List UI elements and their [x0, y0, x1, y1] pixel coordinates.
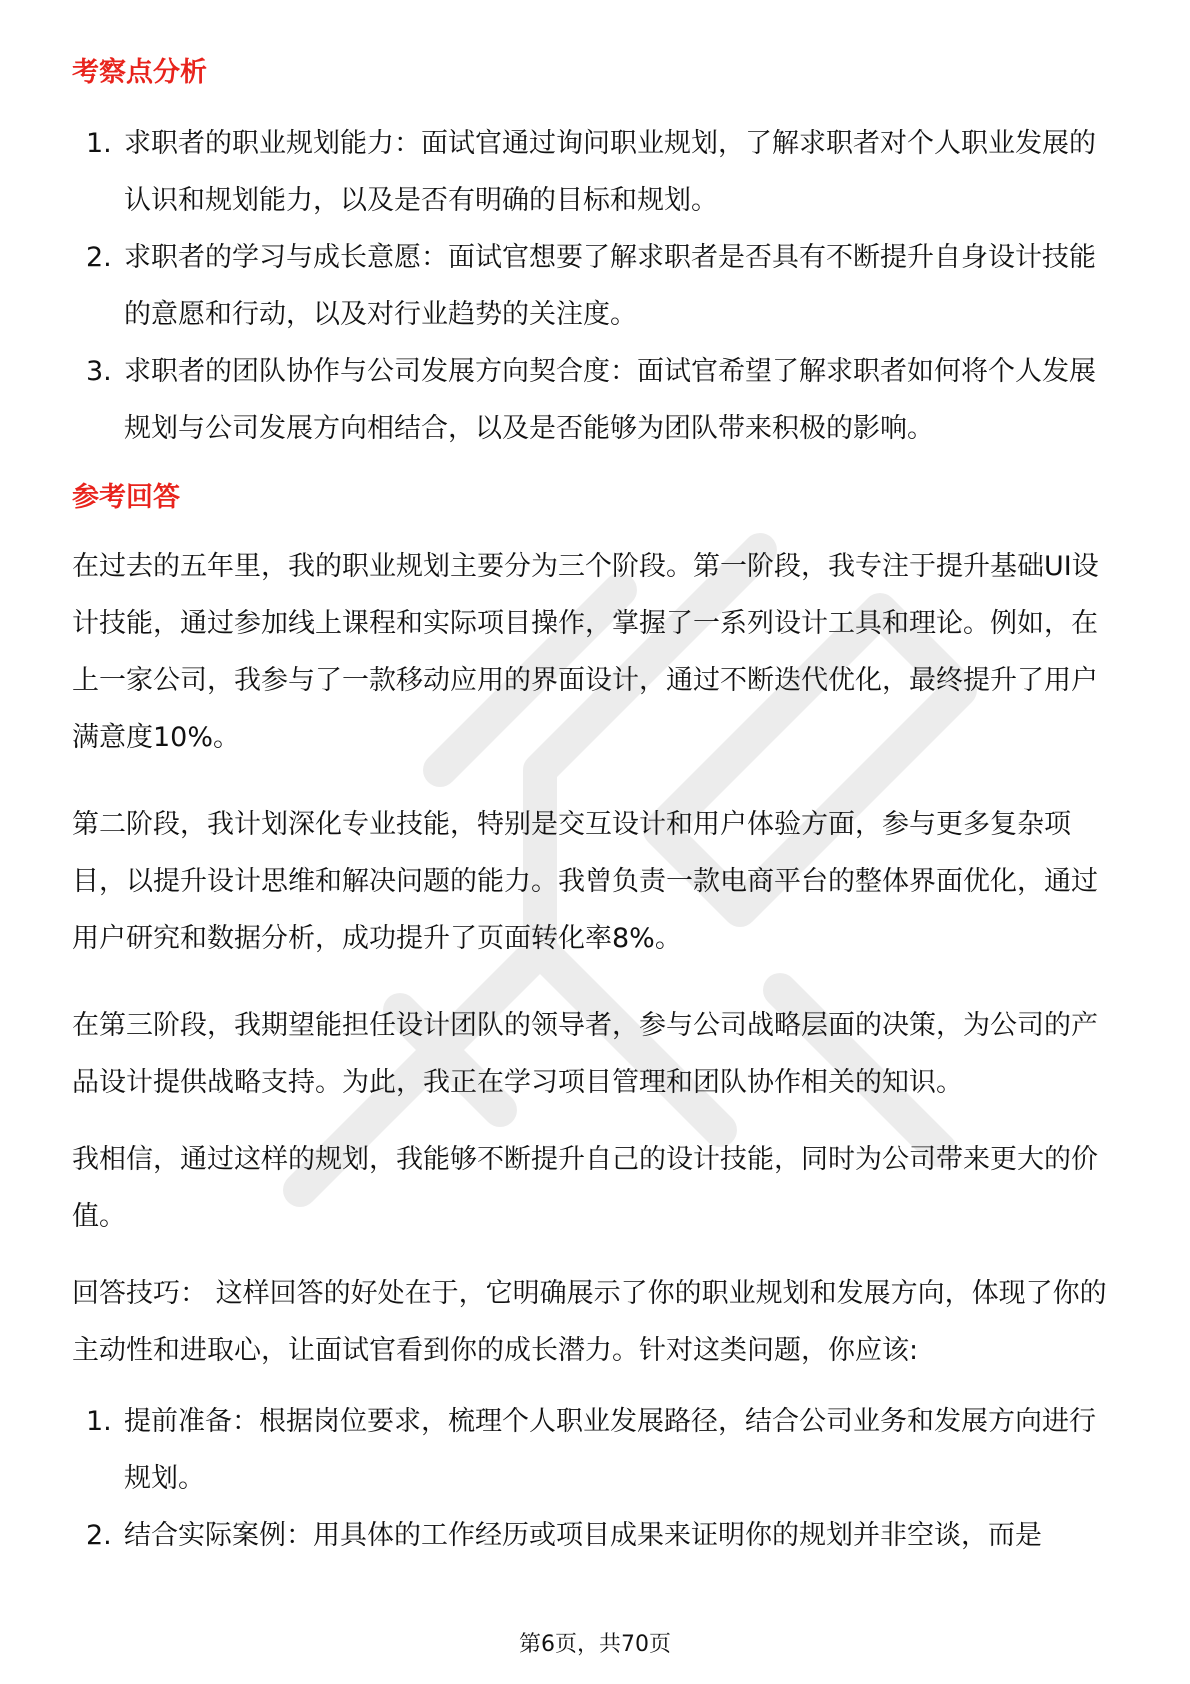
list-item	[72, 1507, 1122, 1564]
analysis-heading: 考察点分析	[72, 57, 207, 88]
list-item	[72, 229, 1122, 343]
list-item-text: 求职者的团队协作与公司发展方向契合度：面试官希望了解求职者如何将个人发展规划与公司发展方向相结合，以及是否能够为团队带来积极的影响。	[124, 356, 1096, 444]
list-item-number: 1.	[86, 128, 112, 159]
list-item-number: 3.	[86, 356, 112, 387]
list-item-number: 2.	[86, 1520, 112, 1551]
answer-paragraph: 在第三阶段，我期望能担任设计团队的领导者，参与公司战略层面的决策，为公司的产品设计提供战略支持。为此，我正在学习项目管理和团队协作相关的知识。	[72, 1010, 1098, 1098]
list-item-number: 1.	[86, 1406, 112, 1437]
list-item-text: 提前准备：根据岗位要求，梳理个人职业发展路径，结合公司业务和发展方向进行规划。	[124, 1406, 1096, 1494]
document-body	[72, 44, 1122, 1564]
answer-paragraph: 在过去的五年里，我的职业规划主要分为三个阶段。第一阶段，我专注于提升基础UI设计技能，通过参加线上课程和实际项目操作，掌握了一系列设计工具和理论。例如，在上一家公司，我参与了一款移动应用的界面设计，通过不断迭代优化，最终提升了用户满意度10%。	[72, 551, 1099, 753]
tips-list	[72, 1393, 1122, 1564]
answer-tips-paragraph: 回答技巧： 这样回答的好处在于，它明确展示了你的职业规划和发展方向，体现了你的主动性和进取心，让面试官看到你的成长潜力。针对这类问题，你应该:	[72, 1278, 1107, 1366]
answer-paragraph: 第二阶段，我计划深化专业技能，特别是交互设计和用户体验方面，参与更多复杂项目，以提升设计思维和解决问题的能力。我曾负责一款电商平台的整体界面优化，通过用户研究和数据分析，成功提升了页面转化率8%。	[72, 809, 1098, 954]
answer-paragraph: 我相信，通过这样的规划，我能够不断提升自己的设计技能，同时为公司带来更大的价值。	[72, 1144, 1098, 1232]
analysis-list	[72, 115, 1122, 457]
list-item-text: 结合实际案例：用具体的工作经历或项目成果来证明你的规划并非空谈，而是	[124, 1520, 1042, 1551]
answer-heading: 参考回答	[72, 482, 180, 513]
list-item	[72, 343, 1122, 457]
list-item-number: 2.	[86, 242, 112, 273]
page-number: 第6页，共70页	[519, 1632, 671, 1657]
list-item-text: 求职者的职业规划能力：面试官通过询问职业规划，了解求职者对个人职业发展的认识和规划能力，以及是否有明确的目标和规划。	[124, 128, 1096, 216]
list-item-text: 求职者的学习与成长意愿：面试官想要了解求职者是否具有不断提升自身设计技能的意愿和行动，以及对行业趋势的关注度。	[124, 242, 1096, 330]
list-item	[72, 115, 1122, 229]
list-item	[72, 1393, 1122, 1507]
